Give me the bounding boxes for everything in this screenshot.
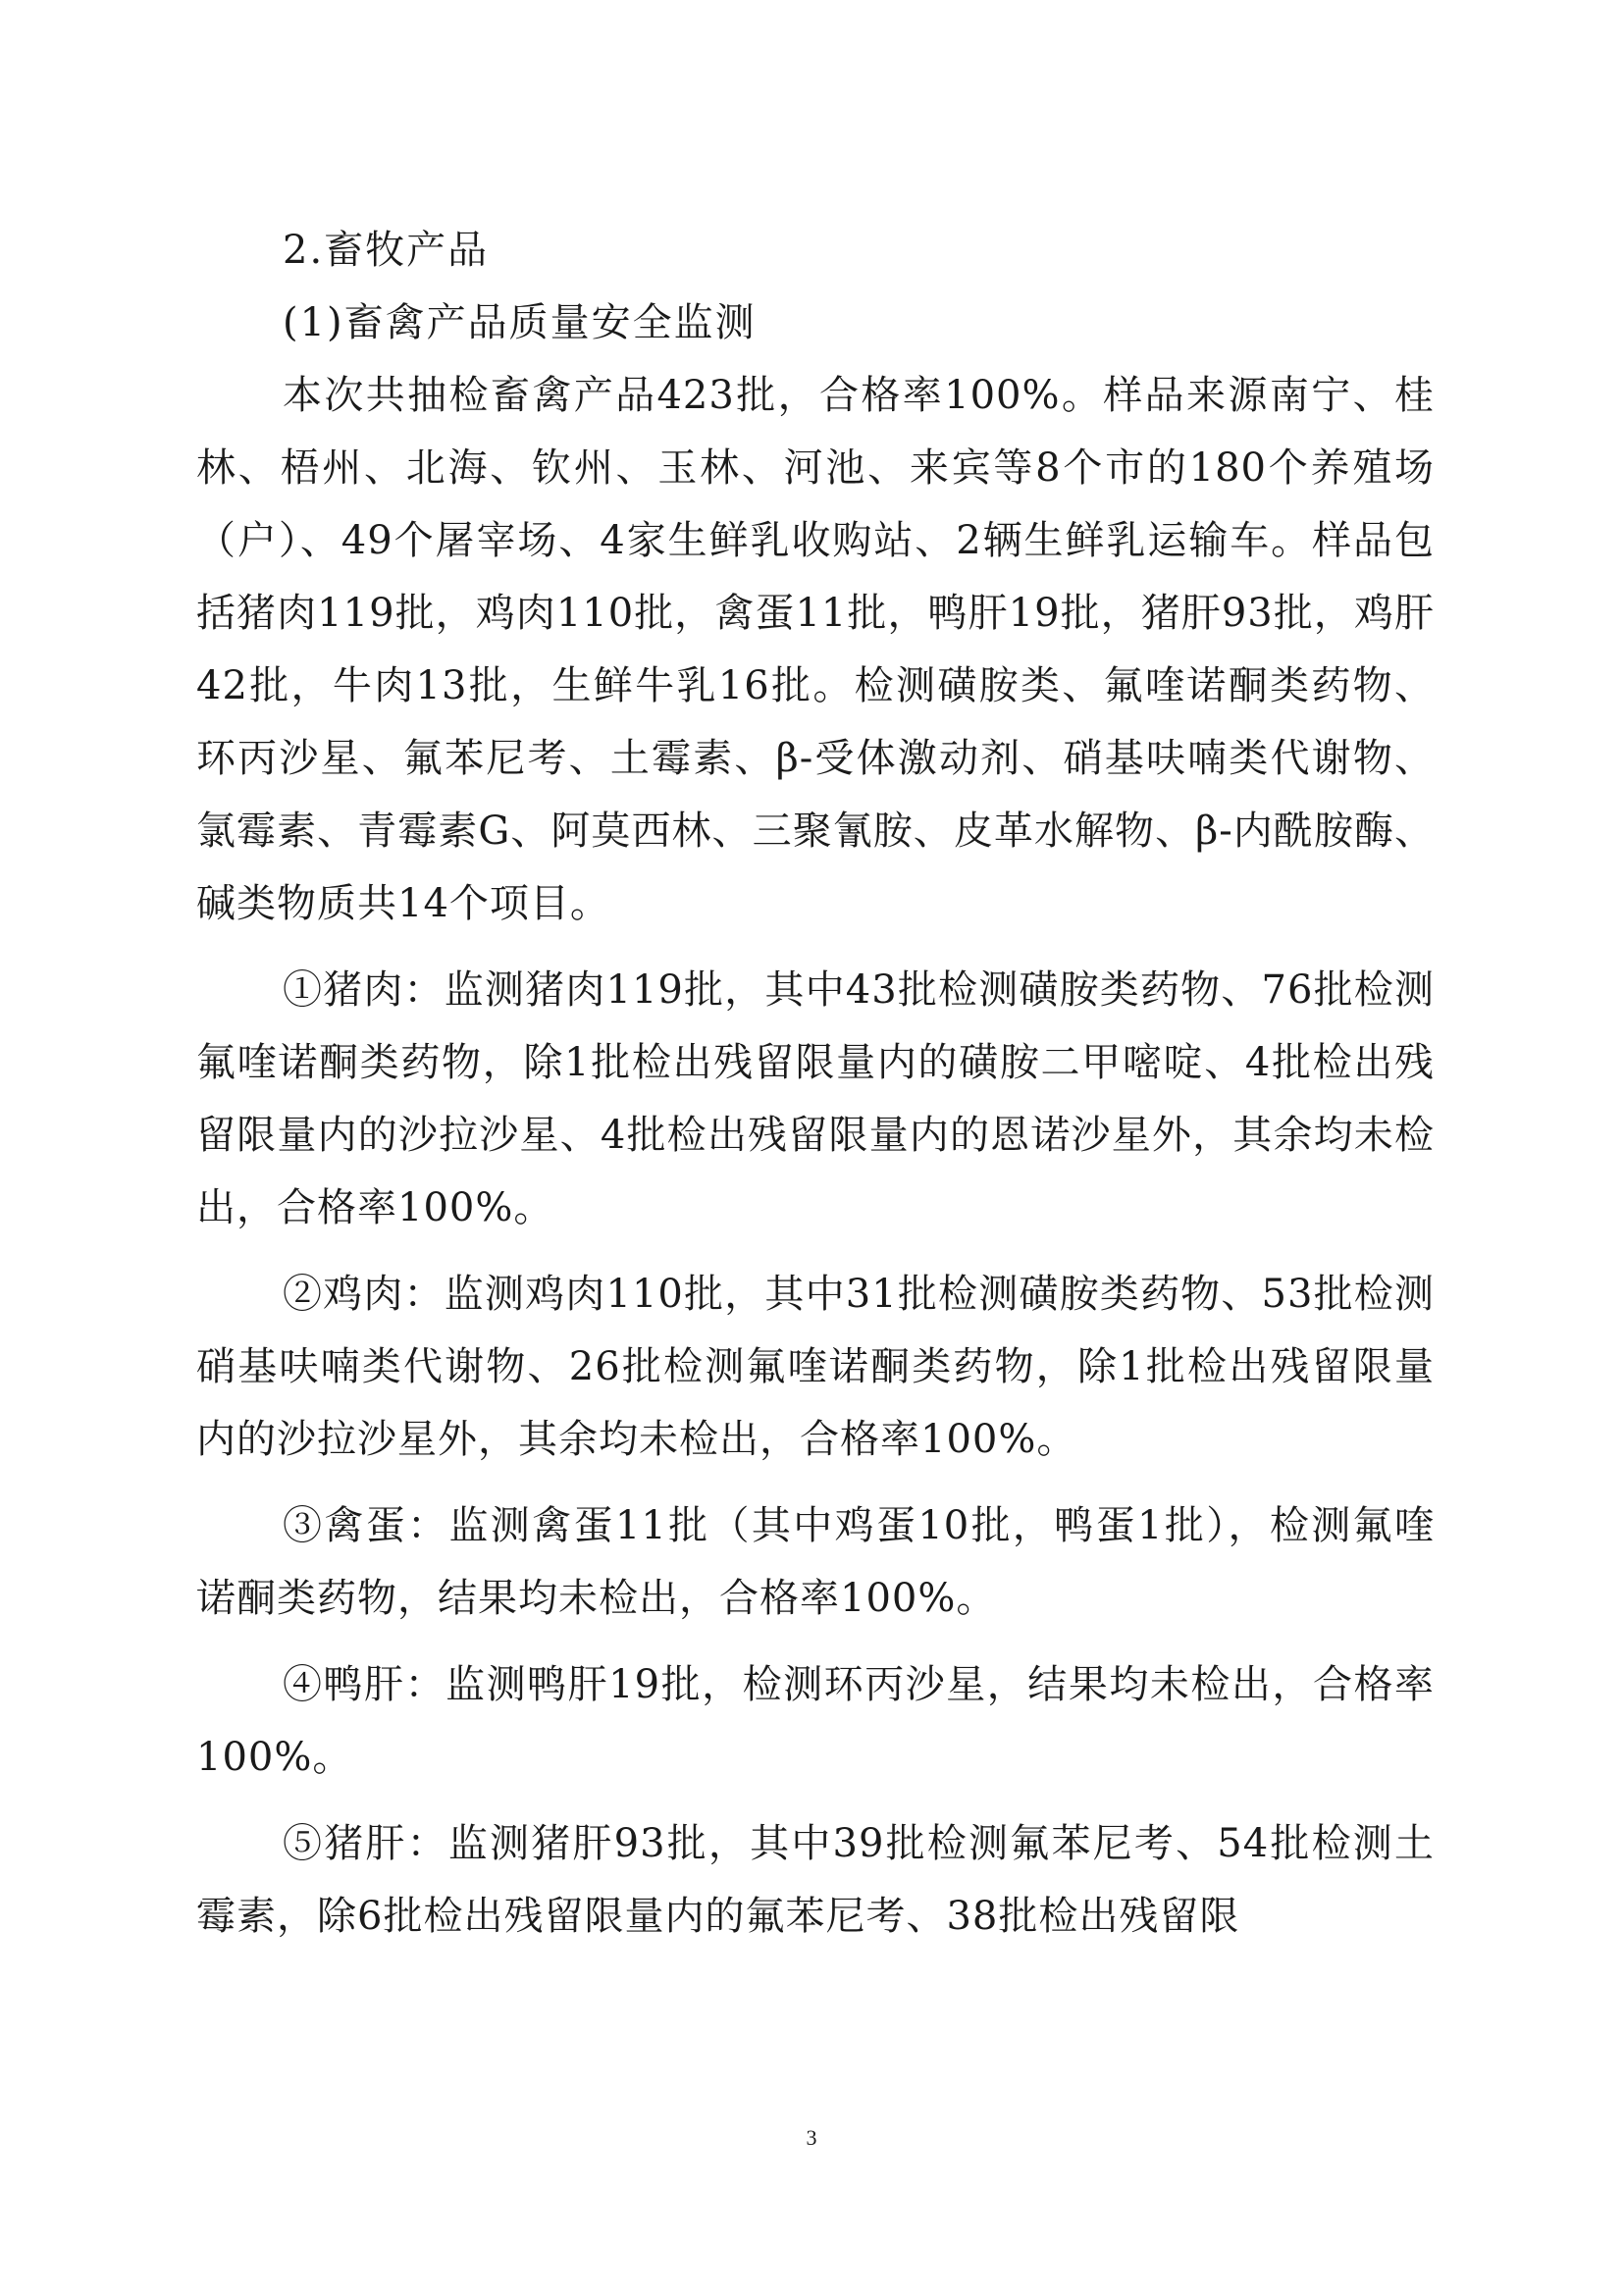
intro-paragraph: 本次共抽检畜禽产品423批，合格率100%。样品来源南宁、桂林、梧州、北海、钦州、玉林、河池、来宾等8个市的180个养殖场（户）、49个屠宰场、4家生鲜乳收购站、2辆生鲜乳运输车。样品包括猪肉119批，鸡肉110批，禽蛋11批，鸭肝19批，猪肝93批，鸡肝42批，牛肉13批，生鲜牛乳16批。检测磺胺类、氟喹诺酮类药物、环丙沙星、氟苯尼考、土霉素、β-受体激动剂、硝基呋喃类代谢物、氯霉素、青霉素G、阿莫西林、三聚氰胺、皮革水解物、β-内酰胺酶、碱类物质共14个项目。: [196, 373, 1435, 926]
item-chicken-paragraph: ②鸡肉：监测鸡肉110批，其中31批检测磺胺类药物、53批检测硝基呋喃类代谢物、26批检测氟喹诺酮类药物，除1批检出残留限量内的沙拉沙星外，其余均未检出，合格率100%。: [196, 1272, 1435, 1462]
subsection-heading: (1)畜禽产品质量安全监测: [283, 300, 757, 345]
item-duck-liver-paragraph: ④鸭肝：监测鸭肝19批，检测环丙沙星，结果均未检出，合格率100%。: [196, 1662, 1435, 1780]
item-pig-liver-paragraph: ⑤猪肝：监测猪肝93批，其中39批检测氟苯尼考、54批检测土霉素，除6批检出残留限量内的氟苯尼考、38批检出残留限: [196, 1821, 1435, 1939]
section-heading: 2.畜牧产品: [283, 228, 490, 273]
document-body: [196, 214, 1435, 1953]
item-eggs-paragraph: ③禽蛋：监测禽蛋11批（其中鸡蛋10批，鸭蛋1批），检测氟喹诺酮类药物，结果均未检出，合格率100%。: [196, 1503, 1435, 1621]
item-pork-paragraph: ①猪肉：监测猪肉119批，其中43批检测磺胺类药物、76批检测氟喹诺酮类药物，除1批检出残留限量内的磺胺二甲嘧啶、4批检出残留限量内的沙拉沙星、4批检出残留限量内的恩诺沙星外，其余均未检出，合格率100%。: [196, 967, 1435, 1230]
page-number: 3: [806, 2125, 817, 2150]
